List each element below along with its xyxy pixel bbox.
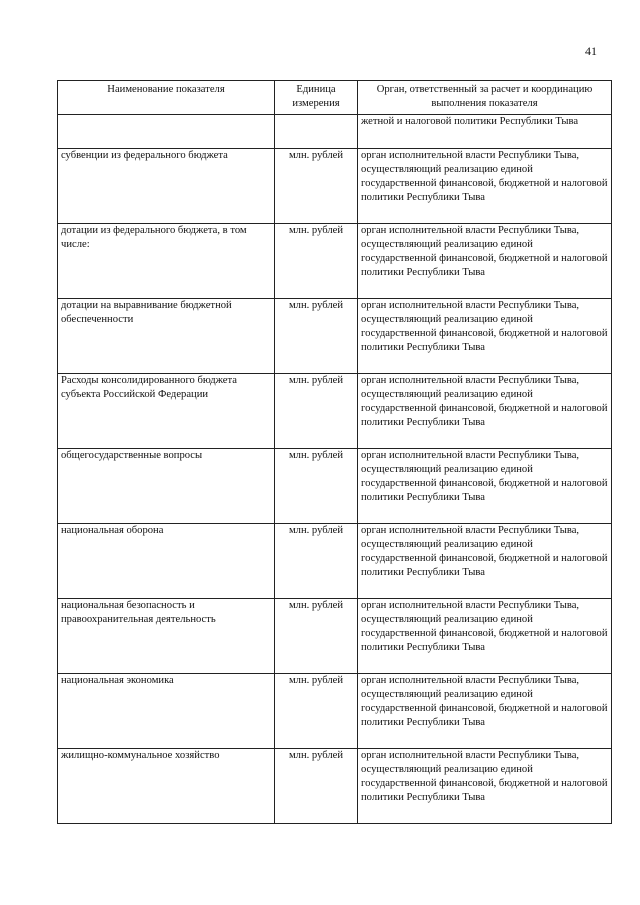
table-row [58,149,612,224]
indicator-name: дотации из федерального бюджета, в том числе: [58,224,275,299]
table-row [58,224,612,299]
responsible-organ: орган исполнительной власти Республики Тыва, осуществляющий реализацию единой государственной финансовой, бюджетной и налоговой политики Республики Тыва [358,299,612,374]
indicator-unit: млн. рублей [275,449,358,524]
indicator-unit: млн. рублей [275,599,358,674]
continuation-organ-cell: жетной и налоговой политики Республики Тыва [358,115,612,149]
indicator-unit: млн. рублей [275,374,358,449]
page-number: 41 [585,44,597,58]
indicator-unit: млн. рублей [275,749,358,824]
table-row [58,524,612,599]
responsible-organ: орган исполнительной власти Республики Тыва, осуществляющий реализацию единой государственной финансовой, бюджетной и налоговой политики Республики Тыва [358,599,612,674]
indicator-unit: млн. рублей [275,149,358,224]
responsible-organ: орган исполнительной власти Республики Тыва, осуществляющий реализацию единой государственной финансовой, бюджетной и налоговой политики Республики Тыва [358,224,612,299]
table-row [58,374,612,449]
indicator-unit: млн. рублей [275,224,358,299]
continuation-row [58,115,612,149]
responsible-organ: орган исполнительной власти Республики Тыва, осуществляющий реализацию единой государственной финансовой, бюджетной и налоговой политики Республики Тыва [358,524,612,599]
table-row [58,449,612,524]
responsible-organ: орган исполнительной власти Республики Тыва, осуществляющий реализацию единой государственной финансовой, бюджетной и налоговой политики Республики Тыва [358,374,612,449]
indicator-name: национальная оборона [58,524,275,599]
continuation-name-cell [58,115,275,149]
table-row [58,599,612,674]
table-row [58,674,612,749]
table-header-row [58,81,612,115]
responsible-organ: орган исполнительной власти Республики Тыва, осуществляющий реализацию единой государственной финансовой, бюджетной и налоговой политики Республики Тыва [358,674,612,749]
responsible-organ: орган исполнительной власти Республики Тыва, осуществляющий реализацию единой государственной финансовой, бюджетной и налоговой политики Республики Тыва [358,749,612,824]
table-row [58,749,612,824]
header-unit: Единица измерения [275,81,358,115]
header-responsible-organ: Орган, ответственный за расчет и координацию выполнения показателя [358,81,612,115]
indicator-unit: млн. рублей [275,674,358,749]
indicator-name: Расходы консолидированного бюджета субъекта Российской Федерации [58,374,275,449]
indicator-name: национальная экономика [58,674,275,749]
table-row [58,299,612,374]
responsible-organ: орган исполнительной власти Республики Тыва, осуществляющий реализацию единой государственной финансовой, бюджетной и налоговой политики Республики Тыва [358,449,612,524]
indicator-name: субвенции из федерального бюджета [58,149,275,224]
indicators-table [57,80,612,824]
indicator-unit: млн. рублей [275,524,358,599]
indicator-name: жилищно-коммунальное хозяйство [58,749,275,824]
indicator-name: национальная безопасность и правоохранительная деятельность [58,599,275,674]
indicator-unit: млн. рублей [275,299,358,374]
responsible-organ: орган исполнительной власти Республики Тыва, осуществляющий реализацию единой государственной финансовой, бюджетной и налоговой политики Республики Тыва [358,149,612,224]
indicator-name: дотации на выравнивание бюджетной обеспеченности [58,299,275,374]
header-indicator-name: Наименование показателя [58,81,275,115]
indicator-name: общегосударственные вопросы [58,449,275,524]
continuation-unit-cell [275,115,358,149]
